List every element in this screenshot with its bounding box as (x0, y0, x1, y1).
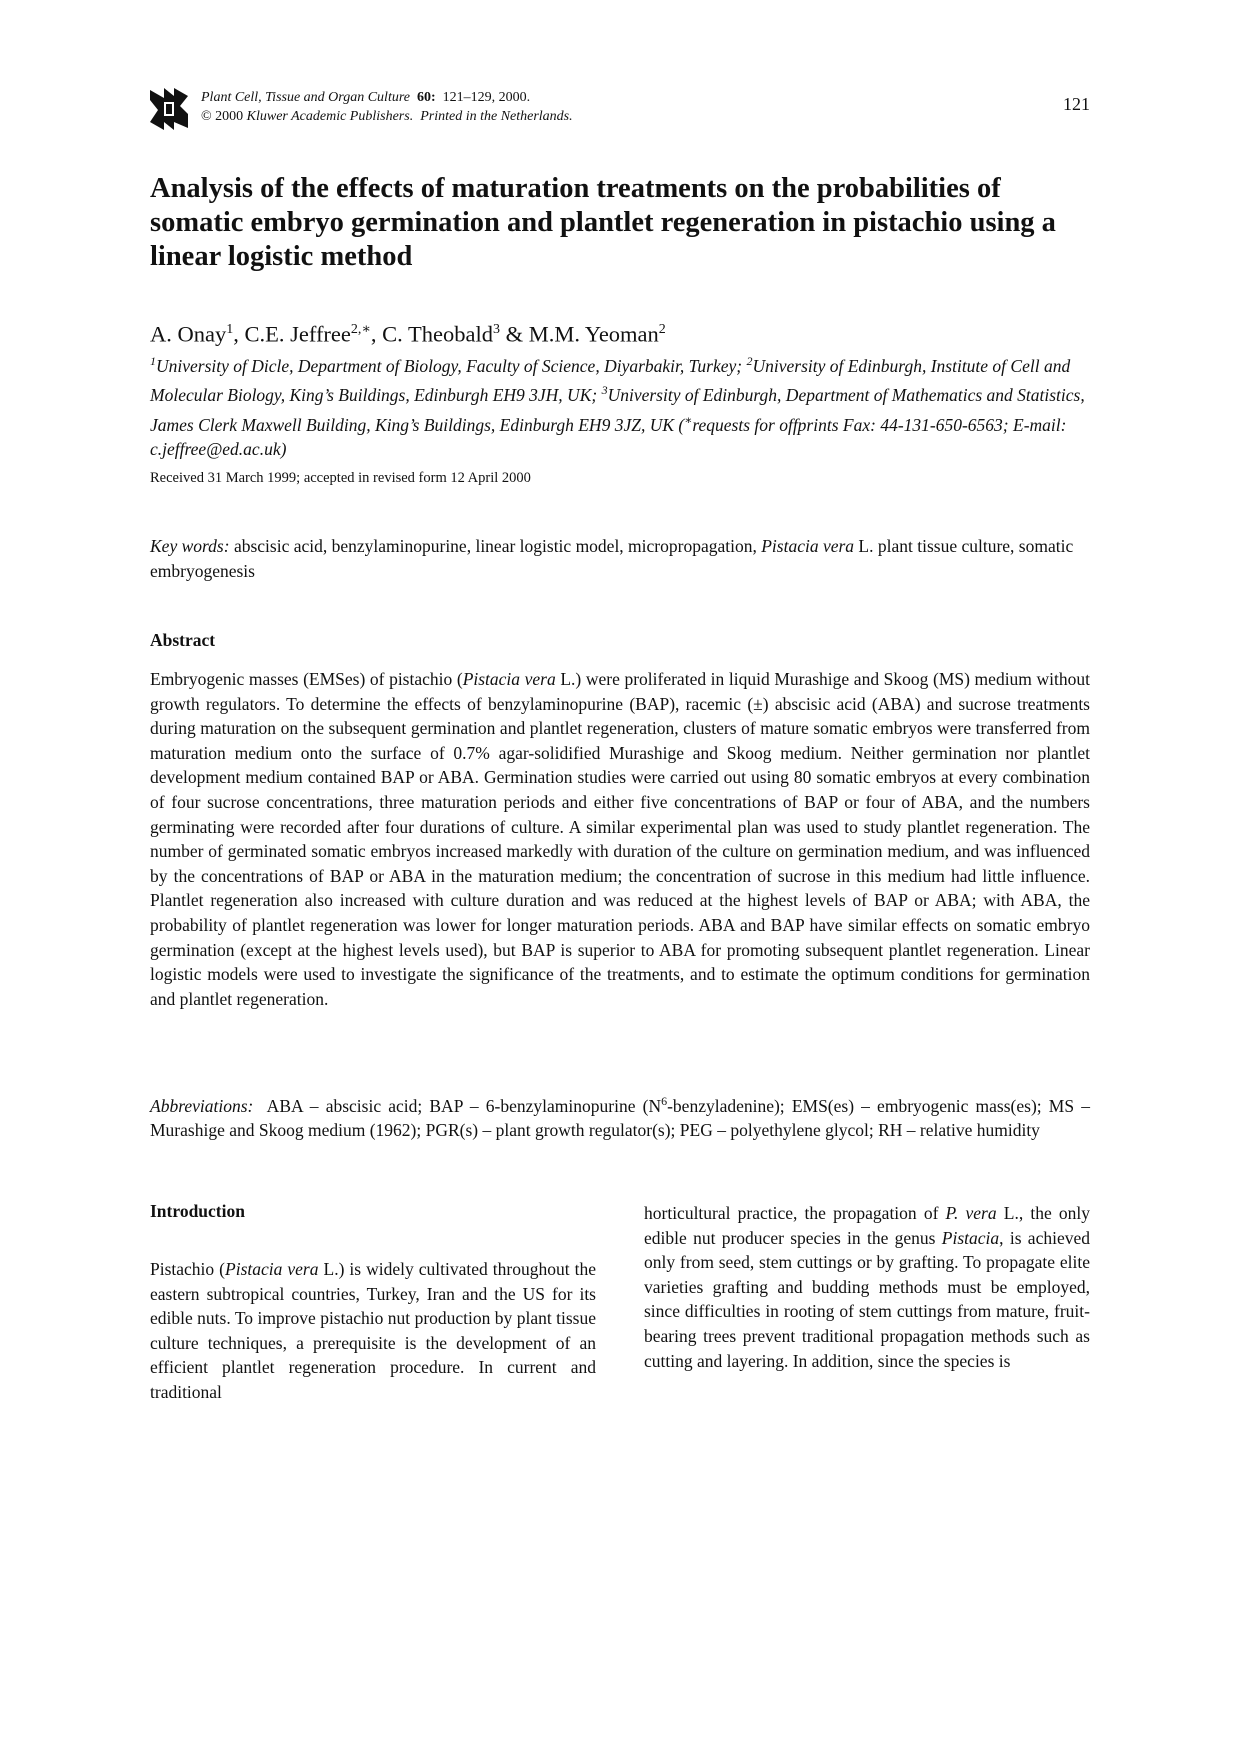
intro-text: horticultural practice, the propagation of (644, 1203, 946, 1223)
affiliations (150, 349, 1090, 462)
keywords-text: abscisic acid, benzylaminopurine, linear logistic model, micropropagation, (229, 536, 762, 556)
journal-line-2 (201, 107, 573, 126)
intro-text: , is achieved only from seed, stem cuttings or by grafting. To propagate elite varieties grafting and budding methods must be employed, since difficulties in rooting of stem cuttings from mature, fruit-bearing trees prevent traditional propagation methods such as cutting and layering. In addition, since the species is (644, 1227, 1090, 1371)
contact-info: requests for offprints Fax: 44-131-650-6563; E-mail: c.jeffree@ed.ac.uk) (150, 414, 1067, 460)
abstract-body (150, 667, 1090, 1011)
journal-citation (201, 88, 573, 126)
affiliation-mark: 2 (746, 354, 753, 368)
page-number: 121 (1063, 94, 1090, 114)
copyright-symbol: © (201, 109, 212, 124)
author-affiliation-mark: 2 (658, 322, 666, 337)
copyright-year: 2000 (215, 109, 244, 124)
affiliation-mark: 1 (150, 354, 156, 368)
abbreviations-label: Abbreviations: (150, 1095, 254, 1116)
received-dates: Received 31 March 1999; accepted in revised form 12 April 2000 (150, 470, 531, 486)
publisher-name: Kluwer Academic Publishers. (246, 109, 414, 124)
author-name: A. Onay (150, 321, 227, 347)
author-list (150, 316, 666, 349)
intro-text: L., the only edible nut producer species in the genus (644, 1203, 1090, 1248)
keywords-label: Key words: (150, 536, 230, 556)
author-affiliation-mark: 2,∗ (350, 322, 371, 337)
intro-text: L.) is widely cultivated throughout the eastern subtropical countries, Turkey, Iran and the US for its edible nuts. To improve pistachio nut production by plant tissue culture techniques, a prerequisite is the development of an efficient plantlet regeneration procedure. In current and traditional (150, 1259, 596, 1402)
intro-species: Pistacia vera (225, 1259, 319, 1279)
author-name: M.M. Yeoman (528, 321, 659, 347)
intro-species: P. vera (945, 1203, 997, 1223)
keywords (150, 534, 1090, 583)
printed-note: Printed in the Netherlands. (420, 109, 573, 124)
author-affiliation-mark: 3 (493, 322, 500, 337)
abstract-text: Embryogenic masses (EMSes) of pistachio ( (150, 669, 463, 689)
intro-text: Pistachio ( (150, 1259, 226, 1279)
affiliation-mark: 3 (601, 383, 608, 398)
author-separator: , (370, 321, 383, 347)
abstract-species: Pistacia vera (462, 669, 556, 689)
intro-genus: Pistacia (941, 1227, 1000, 1248)
affiliation-text: University of Dicle, Department of Biology, Faculty of Science, Diyarbakir, Turkey; (156, 355, 747, 376)
keywords-text: L. plant tissue culture, somatic embryogenesis (150, 536, 1074, 581)
affiliation-text: University of Edinburgh, Institute of Cell and Molecular Biology, King’s Buildings, Edinburgh EH9 3JH, UK; (150, 355, 1071, 406)
author-separator: & (500, 321, 529, 347)
introduction-right-column (644, 1201, 1090, 1373)
author-separator: , (233, 321, 245, 347)
journal-name: Plant Cell, Tissue and Organ Culture (201, 90, 410, 105)
page-header (150, 88, 1090, 138)
abbreviations-sup: 6 (661, 1094, 668, 1108)
journal-volume: 60: (416, 90, 436, 105)
journal-line-1 (201, 88, 573, 107)
author-affiliation-mark: 1 (226, 322, 234, 337)
abstract-text: L.) were proliferated in liquid Murashige and Skoog (MS) medium without growth regulators. To determine the effects of benzylaminopurine (BAP), racemic (±) abscisic acid (ABA) and sucrose treatments during maturation on the subsequent germination and plantlet regeneration, clusters of mature somatic embryos were transferred from maturation medium onto the surface of 0.7% agar-solidified Murashige and Skoog medium. Neither germination nor plantlet development medium contained BAP or ABA. Germination studies were carried out using 80 somatic embryos at every combination of four sucrose concentrations, three maturation periods and either five concentrations of BAP or four of ABA, and the numbers germinating were recorded after four durations of culture. A similar experimental plan was used to study plantlet regeneration. The number of germinated somatic embryos increased markedly with duration of the culture on germination medium, and was influenced by the concentrations of BAP or ABA in the maturation medium; the concentration of sucrose in this medium had little influence. Plantlet regeneration also increased with culture duration and was reduced at the highest levels of BAP or ABA; with ABA, the probability of plantlet regeneration was lower for longer maturation periods. ABA and BAP have similar effects on somatic embryo germination (except at the highest levels used), but BAP is superior to ABA for promoting subsequent plantlet regeneration. Linear logistic models were used to investigate the significance of the treatments, and to estimate the optimum conditions for germination and plantlet regeneration. (150, 669, 1090, 1009)
publisher-logo-icon (150, 88, 188, 130)
journal-pages-year: 121–129, 2000. (442, 90, 531, 105)
abbreviations (150, 1089, 1090, 1143)
author-name: C.E. Jeffree (244, 321, 351, 347)
affiliation-text: University of Edinburgh, Department of Mathematics and Statistics, James Clerk Maxwell Building, King’s Buildings, Edinburgh EH9 3JZ, UK ( (150, 385, 1085, 435)
introduction-heading: Introduction (150, 1201, 245, 1221)
author-name: C. Theobald (382, 321, 493, 347)
paper-title: Analysis of the effects of maturation treatments on the probabilities of somatic embryo germination and plantlet regeneration in pistachio using a linear logistic method (150, 173, 1056, 272)
introduction-left-column (150, 1257, 596, 1405)
contact-mark: ∗ (684, 412, 693, 427)
abstract-heading: Abstract (150, 630, 216, 650)
abbreviations-text: ABA – abscisic acid; BAP – 6-benzylaminopurine (N (253, 1095, 662, 1116)
abbreviations-text: -benzyladenine); EMS(es) – embryogenic mass(es); MS – Murashige and Skoog medium (1962); PGR(s) – plant growth regulator(s); PEG – polyethylene glycol; RH – relative humidity (150, 1095, 1090, 1141)
keywords-species: Pistacia vera (761, 536, 855, 556)
